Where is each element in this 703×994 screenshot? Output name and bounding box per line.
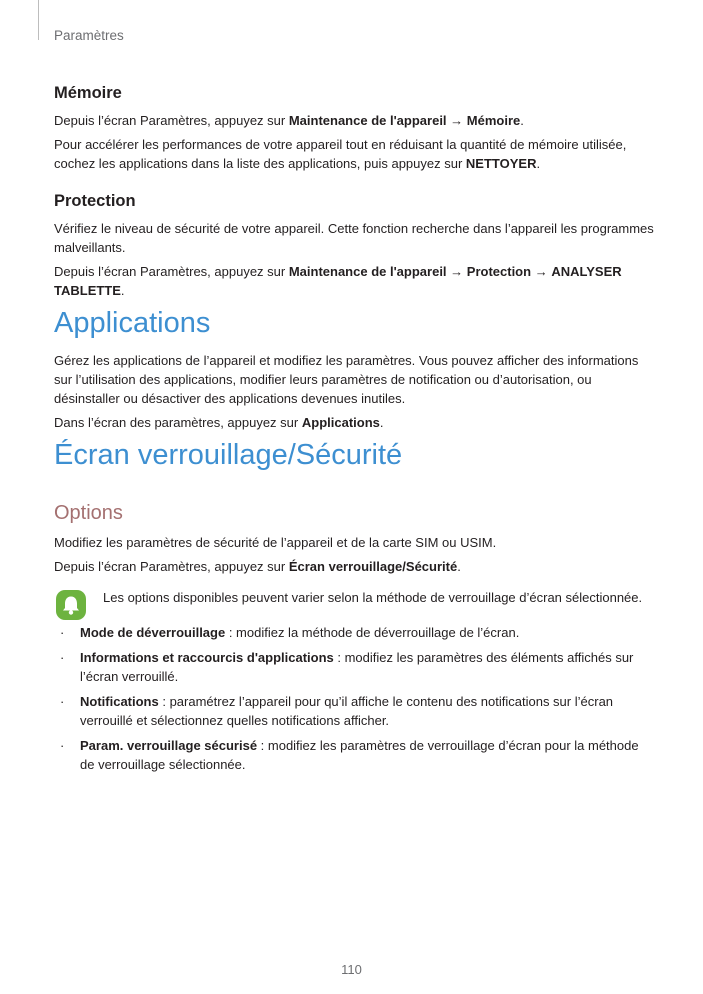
note-box xyxy=(54,588,654,607)
page-edge-line xyxy=(38,0,39,40)
bullet-dot: · xyxy=(60,625,65,640)
protection-heading: Protection xyxy=(54,192,136,210)
list-item: · Param. verrouillage sécurisé : modifiez les paramètres de verrouillage d’écran pour la méthode de verrouillage sélectionnée. xyxy=(60,738,639,772)
menu-ref: Maintenance de l'appareil xyxy=(288,113,447,128)
bullet-dot: · xyxy=(60,650,65,665)
button-ref: NETTOYER xyxy=(465,156,537,171)
list-item: · Notifications : paramétrez l’appareil pour qu’il affiche le contenu des notifications sur l’écran verrouillé et sélectionnez quelles notifications afficher. xyxy=(60,694,614,728)
options-list xyxy=(54,623,654,774)
memory-path-paragraph: Depuis l’écran Paramètres, appuyez sur Maintenance de l'appareil → Mémoire. xyxy=(54,113,524,128)
running-header: Paramètres xyxy=(54,28,124,43)
memory-instructions-paragraph: Pour accélérer les performances de votre appareil tout en réduisant la quantité de mémoire utilisée, cochez les applications dans la liste des applications, puis appuyez sur NETTOYER. xyxy=(54,137,627,171)
lock-security-path-paragraph: Depuis l’écran Paramètres, appuyez sur Écran verrouillage/Sécurité. xyxy=(54,559,461,574)
option-term: Param. verrouillage sécurisé xyxy=(80,738,258,753)
list-item: · Informations et raccourcis d'applications : modifiez les paramètres des éléments affichés sur l’écran verrouillé. xyxy=(60,650,634,684)
arrow: → xyxy=(446,264,467,279)
bell-icon xyxy=(54,588,88,622)
options-subheading: Options xyxy=(54,502,123,524)
memory-heading: Mémoire xyxy=(54,84,122,102)
applications-heading: Applications xyxy=(54,307,211,339)
applications-description: Gérez les applications de l’appareil et modifiez les paramètres. Vous pouvez afficher des informations sur l’utilisation des applications, modifier leurs paramètres de notification ou d’autorisation, ou désinstaller ou désactiver des applications devenues inutiles. xyxy=(54,353,639,406)
arrow: → xyxy=(531,264,552,279)
button-ref: ANALYSER TABLETTE xyxy=(54,264,622,298)
protection-description: Vérifiez le niveau de sécurité de votre appareil. Cette fonction recherche dans l’appareil les programmes malveillants. xyxy=(54,221,654,255)
menu-ref: Mémoire xyxy=(466,113,521,128)
menu-ref: Écran verrouillage/Sécurité xyxy=(288,559,458,574)
bullet-dot: · xyxy=(60,694,65,709)
note-text: Les options disponibles peuvent varier selon la méthode de verrouillage d’écran sélectionnée. xyxy=(103,590,643,605)
bullet-dot: · xyxy=(60,738,65,753)
page-content xyxy=(54,82,654,780)
lock-security-heading: Écran verrouillage/Sécurité xyxy=(54,439,403,471)
protection-path-paragraph: Depuis l’écran Paramètres, appuyez sur Maintenance de l'appareil → Protection → ANALYSER TABLETTE. xyxy=(54,264,622,298)
option-term: Informations et raccourcis d'applications xyxy=(80,650,334,665)
menu-ref: Applications xyxy=(301,415,380,430)
page-number: 110 xyxy=(341,962,362,977)
option-term: Notifications xyxy=(80,694,159,709)
applications-path-paragraph: Dans l’écran des paramètres, appuyez sur Applications. xyxy=(54,415,384,430)
menu-ref: Maintenance de l'appareil xyxy=(288,264,447,279)
lock-security-description: Modifiez les paramètres de sécurité de l’appareil et de la carte SIM ou USIM. xyxy=(54,535,497,550)
option-term: Mode de déverrouillage xyxy=(80,625,226,640)
list-item: · Mode de déverrouillage : modifiez la méthode de déverrouillage de l’écran. xyxy=(60,625,520,640)
arrow: → xyxy=(446,113,467,128)
menu-ref: Protection xyxy=(466,264,532,279)
